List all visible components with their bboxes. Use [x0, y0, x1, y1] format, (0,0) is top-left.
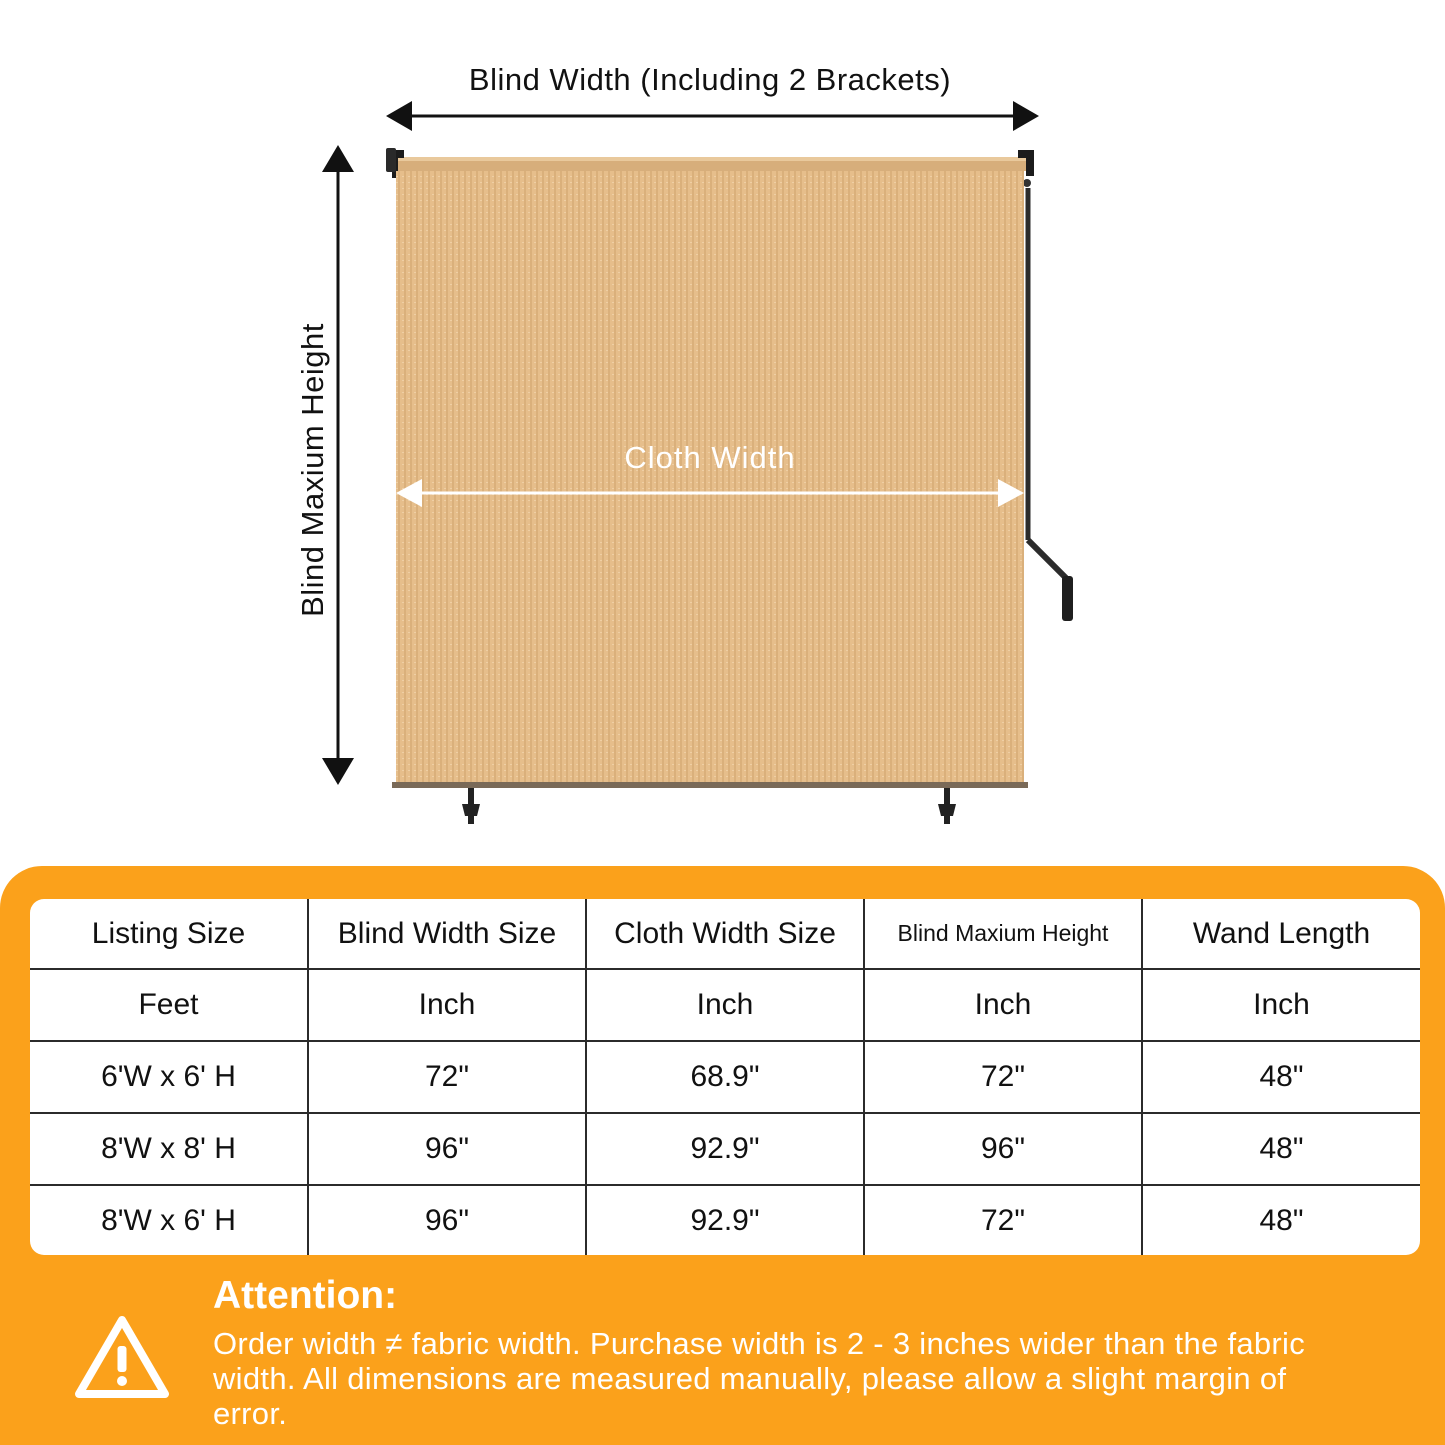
bottom-rail	[392, 782, 1028, 788]
table-units-row	[30, 969, 1420, 1041]
table-cell: 48"	[1142, 1113, 1420, 1185]
unit-cell: Inch	[308, 969, 586, 1041]
header-wand-length: Wand Length	[1142, 899, 1420, 969]
table-header-row	[30, 899, 1420, 969]
blind-width-label: Blind Width (Including 2 Brackets)	[468, 62, 952, 97]
table-cell: 72"	[864, 1041, 1142, 1113]
unit-cell: Inch	[1142, 969, 1420, 1041]
unit-cell: Feet	[30, 969, 308, 1041]
header-blind-width: Blind Width Size	[308, 899, 586, 969]
attention-title: Attention:	[213, 1274, 398, 1317]
cloth-width-label: Cloth Width	[624, 440, 796, 475]
table-row	[30, 1113, 1420, 1185]
right-bottom-clip-icon	[938, 788, 956, 824]
unit-cell: Inch	[864, 969, 1142, 1041]
header-listing-size: Listing Size	[30, 899, 308, 969]
crank-wand	[1028, 188, 1073, 621]
table-cell: 92.9"	[586, 1113, 864, 1185]
table-row	[30, 1041, 1420, 1113]
table-cell: 6'W x 6' H	[30, 1041, 308, 1113]
table-cell: 68.9"	[586, 1041, 864, 1113]
blind-height-label: Blind Maxium Height	[295, 323, 330, 617]
table-cell: 92.9"	[586, 1185, 864, 1255]
table-cell: 96"	[864, 1113, 1142, 1185]
size-table-card	[30, 899, 1420, 1255]
table-row	[30, 1185, 1420, 1255]
table-cell: 48"	[1142, 1185, 1420, 1255]
unit-cell: Inch	[586, 969, 864, 1041]
shade-fabric	[396, 171, 1024, 782]
table-cell: 8'W x 8' H	[30, 1113, 308, 1185]
table-cell: 96"	[308, 1113, 586, 1185]
size-table	[30, 899, 1420, 1255]
table-cell: 48"	[1142, 1041, 1420, 1113]
header-blind-height: Blind Maxium Height	[864, 899, 1142, 969]
table-cell: 96"	[308, 1185, 586, 1255]
left-bottom-clip-icon	[462, 788, 480, 824]
width-dimension-arrow	[386, 101, 1039, 131]
table-cell: 8'W x 6' H	[30, 1185, 308, 1255]
table-cell: 72"	[864, 1185, 1142, 1255]
roller-tube	[394, 157, 1026, 171]
table-cell: 72"	[308, 1041, 586, 1113]
warning-triangle-icon	[72, 1312, 172, 1402]
attention-message: Order width ≠ fabric width. Purchase width is 2 - 3 inches wider than the fabric width. All dimensions are measured manually, please allow a slight margin of error.	[213, 1326, 1306, 1431]
header-cloth-width: Cloth Width Size	[586, 899, 864, 969]
